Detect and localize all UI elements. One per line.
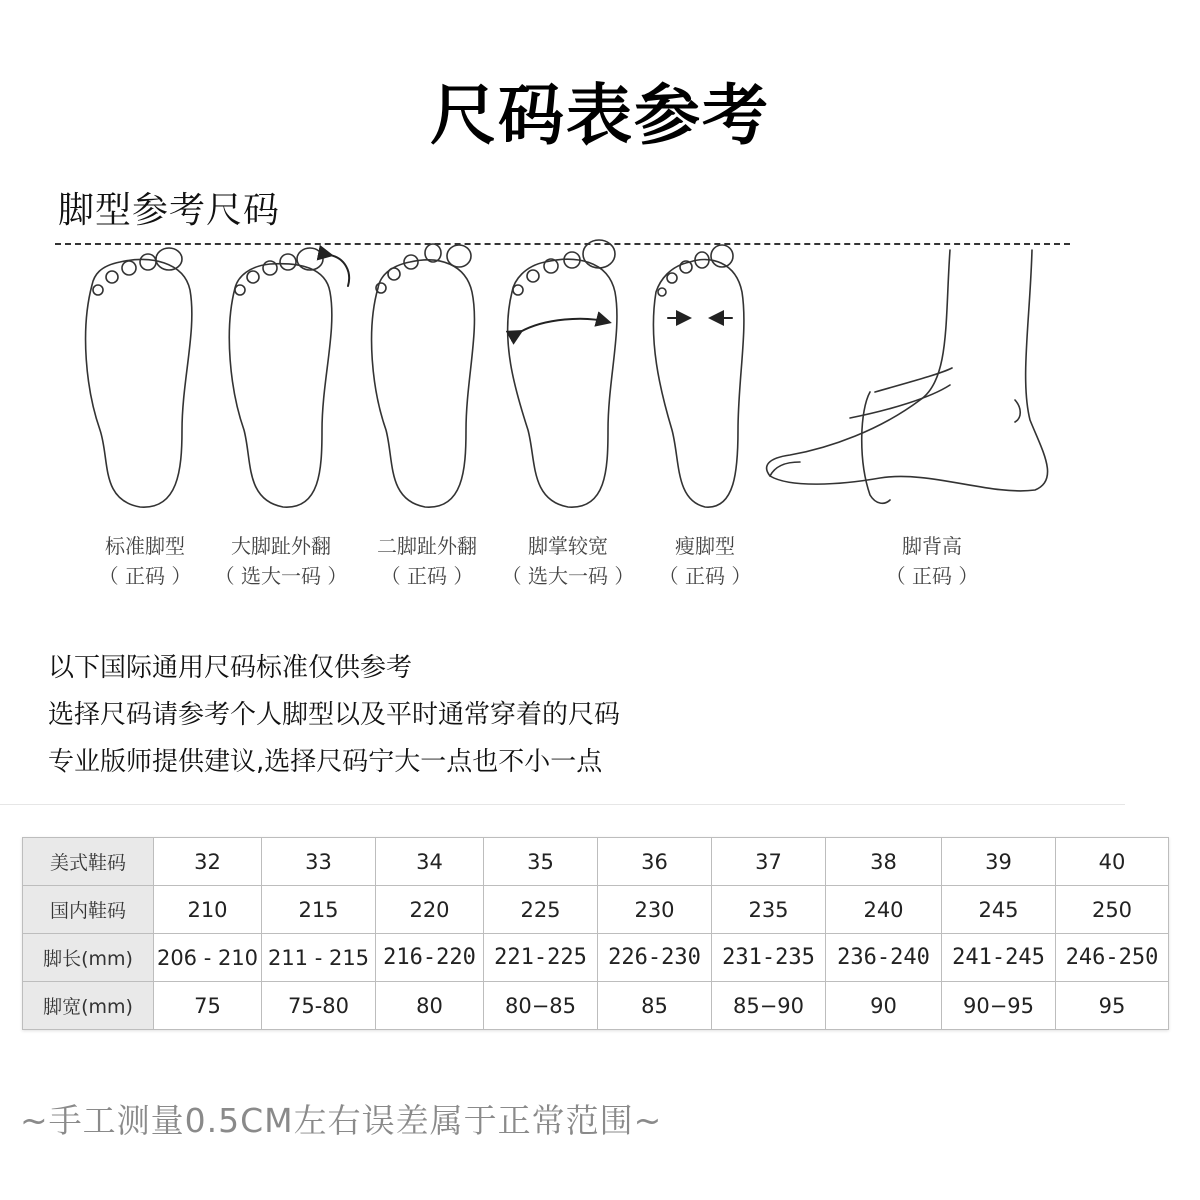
table-cell: 38 bbox=[826, 838, 942, 886]
foot-type-advice: （ 正码 ） bbox=[658, 564, 752, 588]
table-cell: 75-80 bbox=[262, 982, 376, 1030]
table-cell: 215 bbox=[262, 886, 376, 934]
measurement-error-note: ~手工测量0.5CM左右误差属于正常范围~ bbox=[20, 1101, 663, 1140]
table-cell: 80−85 bbox=[484, 982, 598, 1030]
foot-type-label-slim bbox=[620, 531, 790, 591]
table-row-cn-size bbox=[23, 886, 1169, 934]
table-cell: 75 bbox=[154, 982, 262, 1030]
table-cell: 241-245 bbox=[942, 934, 1056, 982]
table-cell: 85−90 bbox=[712, 982, 826, 1030]
table-cell: 221-225 bbox=[484, 934, 598, 982]
foot-type-name: 脚掌较宽 bbox=[528, 534, 608, 558]
table-cell: 216-220 bbox=[376, 934, 484, 982]
table-cell: 226-230 bbox=[598, 934, 712, 982]
wide-foot-icon bbox=[508, 240, 617, 507]
table-row-us-size bbox=[23, 838, 1169, 886]
note-line: 选择尺码请参考个人脚型以及平时通常穿着的尺码 bbox=[48, 700, 621, 730]
table-cell: 220 bbox=[376, 886, 484, 934]
foot-type-name: 脚背高 bbox=[902, 534, 962, 558]
table-cell: 210 bbox=[154, 886, 262, 934]
table-cell: 40 bbox=[1056, 838, 1169, 886]
table-cell: 39 bbox=[942, 838, 1056, 886]
row-header: 脚长(mm) bbox=[23, 934, 154, 982]
table-cell: 240 bbox=[826, 886, 942, 934]
second-toe-foot-icon bbox=[372, 244, 475, 507]
sizing-notes bbox=[48, 645, 620, 786]
table-cell: 245 bbox=[942, 886, 1056, 934]
slim-foot-icon bbox=[653, 245, 744, 507]
table-cell: 211 - 215 bbox=[262, 934, 376, 982]
table-cell: 231-235 bbox=[712, 934, 826, 982]
foot-type-advice: （ 正码 ） bbox=[98, 564, 192, 588]
foot-type-label-bunion bbox=[196, 531, 366, 591]
size-chart-table bbox=[22, 837, 1169, 1030]
foot-type-advice: （ 正码 ） bbox=[380, 564, 474, 588]
table-cell: 85 bbox=[598, 982, 712, 1030]
table-cell: 230 bbox=[598, 886, 712, 934]
section-title: 脚型参考尺码 bbox=[58, 190, 281, 231]
table-cell: 33 bbox=[262, 838, 376, 886]
bunion-foot-icon bbox=[229, 248, 349, 507]
foot-type-advice: （ 选大一码 ） bbox=[214, 564, 348, 588]
note-line: 以下国际通用尺码标准仅供参考 bbox=[48, 653, 413, 683]
row-header: 美式鞋码 bbox=[23, 838, 154, 886]
page-title: 尺码表参考 bbox=[430, 77, 770, 154]
table-cell: 206 - 210 bbox=[154, 934, 262, 982]
table-row-foot-length bbox=[23, 934, 1169, 982]
table-cell: 32 bbox=[154, 838, 262, 886]
foot-type-name: 二脚趾外翻 bbox=[377, 534, 477, 558]
foot-type-name: 瘦脚型 bbox=[675, 534, 735, 558]
table-cell: 225 bbox=[484, 886, 598, 934]
table-cell: 34 bbox=[376, 838, 484, 886]
table-cell: 35 bbox=[484, 838, 598, 886]
table-cell: 90−95 bbox=[942, 982, 1056, 1030]
table-cell: 80 bbox=[376, 982, 484, 1030]
table-cell: 37 bbox=[712, 838, 826, 886]
table-cell: 36 bbox=[598, 838, 712, 886]
standard-foot-icon bbox=[86, 248, 192, 507]
table-cell: 95 bbox=[1056, 982, 1169, 1030]
table-cell: 90 bbox=[826, 982, 942, 1030]
foot-type-label-high-instep bbox=[847, 531, 1017, 591]
foot-type-advice: （ 选大一码 ） bbox=[501, 564, 635, 588]
foot-type-name: 标准脚型 bbox=[105, 534, 185, 558]
row-header: 脚宽(mm) bbox=[23, 982, 154, 1030]
foot-type-advice: （ 正码 ） bbox=[885, 564, 979, 588]
foot-type-name: 大脚趾外翻 bbox=[231, 534, 331, 558]
row-header: 国内鞋码 bbox=[23, 886, 154, 934]
high-instep-foot-icon bbox=[767, 250, 1048, 503]
table-cell: 235 bbox=[712, 886, 826, 934]
table-cell: 246-250 bbox=[1056, 934, 1169, 982]
table-cell: 250 bbox=[1056, 886, 1169, 934]
foot-type-illustrations bbox=[0, 230, 1200, 520]
note-line: 专业版师提供建议,选择尺码宁大一点也不小一点 bbox=[48, 747, 603, 777]
table-row-foot-width bbox=[23, 982, 1169, 1030]
table-cell: 236-240 bbox=[826, 934, 942, 982]
section-divider bbox=[0, 804, 1125, 805]
